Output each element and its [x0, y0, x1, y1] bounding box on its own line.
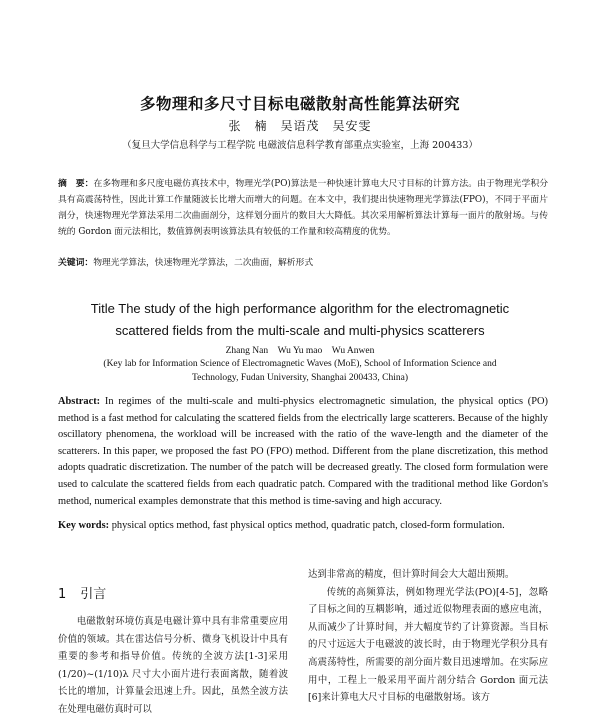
body-column-left [58, 613, 288, 719]
title-en-line-1: Title The study of the high performance algorithm for the electromagnetic [90, 301, 510, 316]
keywords-en-label: Key words: [58, 520, 110, 531]
keywords-en-text: physical optics method, fast physical optics method, quadratic patch, closed-form formulation. [111, 520, 505, 531]
body-column-right [308, 566, 548, 707]
keywords-cn-text: 物理光学算法，快速物理光学算法，二次曲面，解析形式 [93, 258, 314, 268]
intro-paragraph-left: 电磁散射环境仿真是电磁计算中具有非常重要应用价值的领域。其在雷达信号分析、微身飞机设计中具有重要的参考和指导价值。传统的全波方法[1-3]采用(1/20)~(1/10)λ 尺寸大小面片进行表面离散，随着波长比的增加，计算量会迅速上升。因此，虽然全波方法在处理电磁仿真时可以 [58, 616, 288, 715]
section-number: 1 [58, 587, 67, 602]
affiliation-en-line-2: Technology, Fudan University, Shanghai 200433, China) [191, 373, 409, 383]
intro-paragraph-right-2: 传统的高频算法，例如物理光学法(PO)[4-5]，忽略了目标之间的互耦影响，通过近似物理表面的感应电流，从而减少了计算时间，并大幅度节约了计算资源。当目标的尺寸远远大于电磁波的波长时，由于物理光学积分具有高震荡特性，所需要的剖分面片数目迅速增加。在实际应用中，工程上一般采用平面片剖分结合 Gordon 面元法[6]来计算电大尺寸目标的电磁散射场。该方 [308, 586, 548, 704]
authors-en: Zhang Nan Wu Yu mao Wu Anwen [225, 346, 375, 356]
paper-title-en [40, 298, 560, 342]
abstract-cn-label: 摘 要： [58, 179, 94, 189]
abstract-en-label: Abstract: [58, 396, 101, 407]
section-heading [58, 583, 288, 602]
affiliation-cn: （复旦大学信息科学与工程学院 电磁波信息科学教育部重点实验室，上海 200433） [122, 140, 478, 151]
abstract-en-text: In regimes of the multi-scale and multi-physics electromagnetic simulation, the physical optics (PO) method is a fast method for calculating the scattered fields from the electrically large scatterers. Because of the highly oscillatory phenomena, the workload will be increased with the ratio of the wave-length and the diameter of the scatterers. In this paper, we proposed the fast PO (FPO) method. Different from the plane discretization, this method adopts quadratic discretization. The number of the patch will be decreased greatly. The closed form formulation were used to calculate the scattered fields from each quadratic patch. Compared with the traditional method like Gordon's method, numerical examples demonstrate that this method is time-saving and high accuracy. [58, 396, 548, 507]
paper-title-cn: 多物理和多尺寸目标电磁散射高性能算法研究 [139, 95, 460, 113]
affiliation-en-line-1: (Key lab for Information Science of Electromagnetic Waves (MoE), School of Information Science and [103, 359, 497, 369]
title-en-line-2: scattered fields from the multi-scale and multi-physics scatterers [115, 323, 485, 338]
keywords-cn [58, 256, 548, 270]
keywords-en [58, 518, 548, 535]
section-title: 引言 [80, 587, 107, 602]
authors-cn: 张 楠 吴语茂 吴安雯 [228, 119, 372, 133]
affiliation-en [80, 357, 520, 385]
abstract-cn [58, 176, 548, 240]
abstract-cn-text: 在多物理和多尺度电磁仿真技术中，物理光学(PO)算法是一种快速计算电大尺寸目标的计算方法。由于物理光学积分具有高震荡特性，因此计算工作量随波长比增大而增大的问题。在本文中，我们提出快速物理光学算法(FPO)，不同于平面片剖分，快速物理光学算法采用二次曲面剖分，这样划分面片的数目大大降低。其次采用解析算法计算每一面片的散射场。与传统的 Gordon 面元法相比，数值算例表明该算法具有较低的工作量和较高精度的优势。 [58, 179, 548, 237]
keywords-cn-label: 关键词： [58, 258, 94, 268]
intro-paragraph-right-1: 达到非常高的精度，但计算时间会大大超出预期。 [308, 569, 515, 580]
abstract-en [58, 394, 548, 510]
